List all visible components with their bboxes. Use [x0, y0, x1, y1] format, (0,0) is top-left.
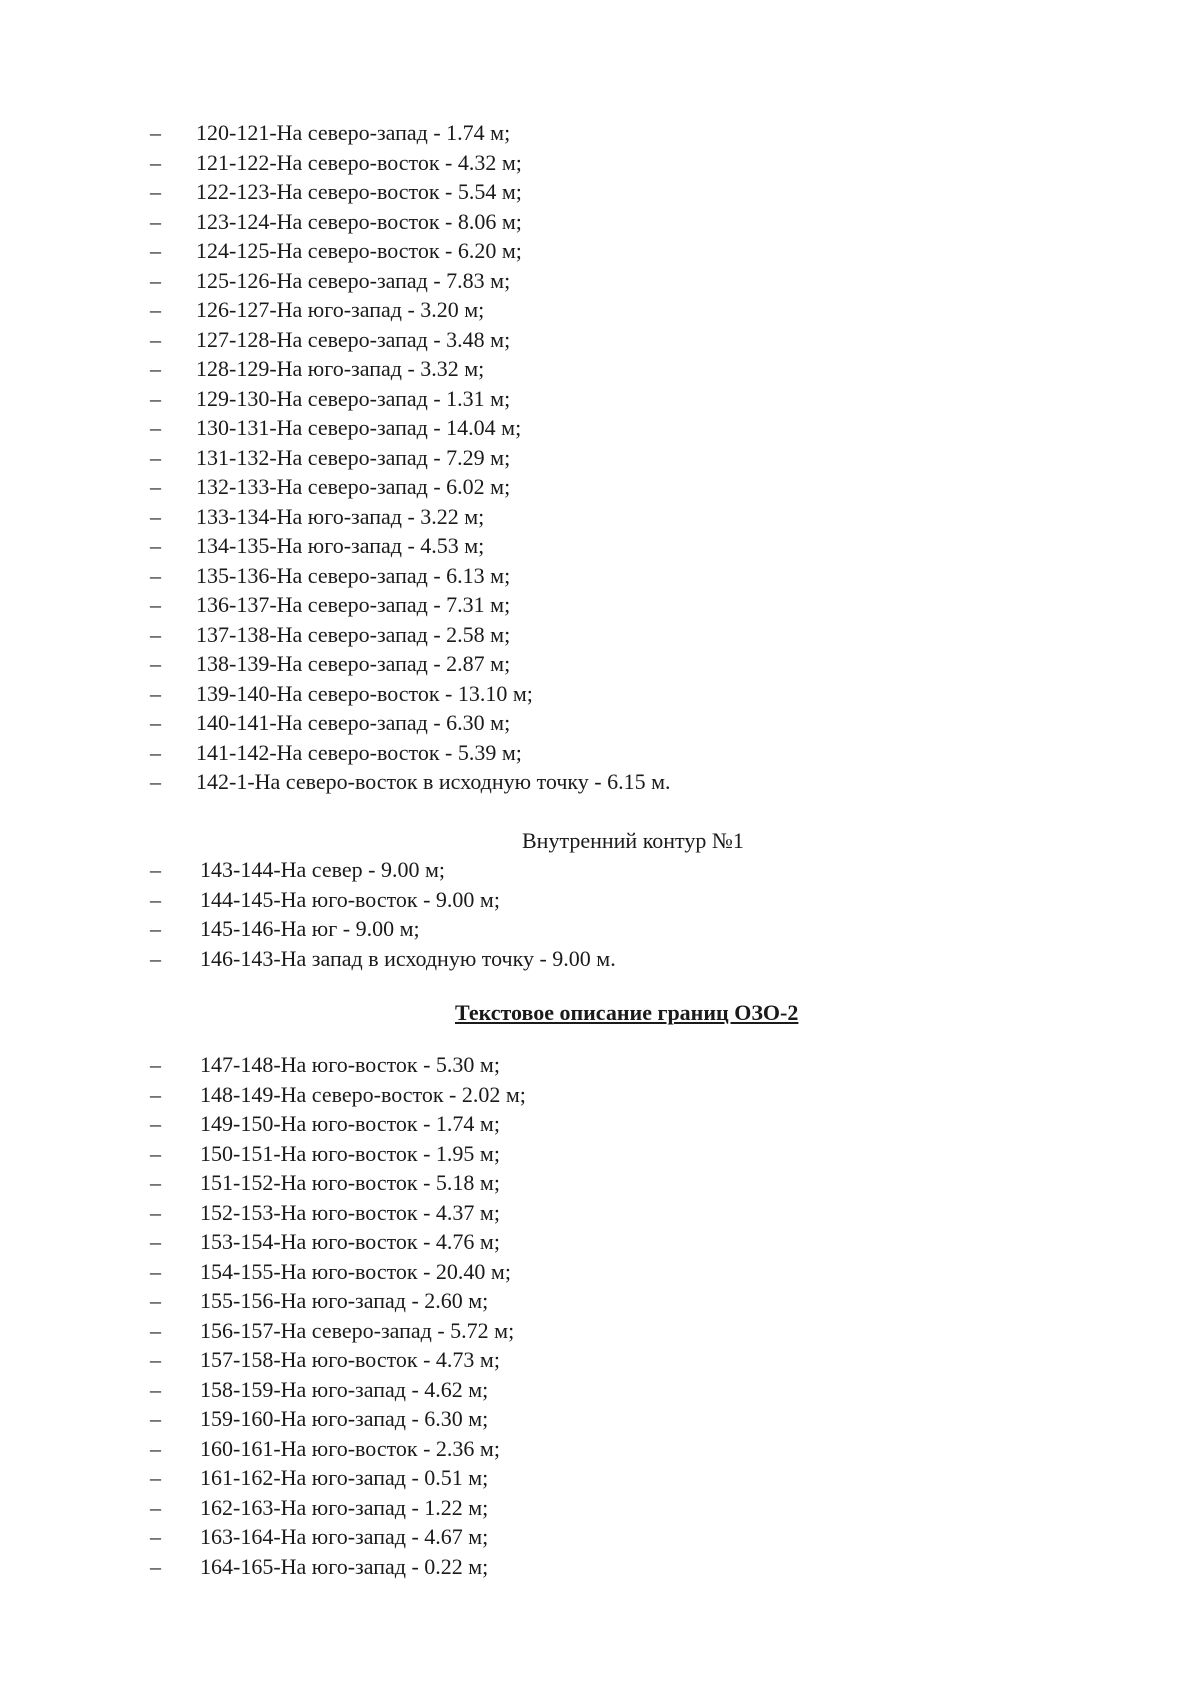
list-item: [150, 148, 671, 178]
list-item: [150, 1345, 526, 1375]
list-item: [150, 914, 616, 944]
list-item: [150, 118, 671, 148]
list-item-text: 125-126-На северо-запад - 7.83 м;: [196, 267, 511, 293]
list-item: [150, 1050, 526, 1080]
list-item-text: 127-128-На северо-запад - 3.48 м;: [196, 326, 511, 352]
list-item-text: 130-131-На северо-запад - 14.04 м;: [196, 415, 522, 440]
list-item-text: 159-160-На юго-запад - 6.30 м;: [200, 1406, 489, 1431]
list-item: [150, 1227, 526, 1257]
list-item-text: 121-122-На северо-восток - 4.32 м;: [196, 149, 522, 175]
inner-contour-list: [150, 855, 616, 973]
list-item-text: 153-154-На юго-восток - 4.76 м;: [200, 1229, 500, 1254]
ozo2-list: [150, 1050, 526, 1581]
list-item-text: 163-164-На юго-запад - 4.67 м;: [200, 1524, 489, 1549]
list-item-text: 158-159-На юго-запад - 4.62 м;: [200, 1376, 489, 1402]
bullet-dash: –: [150, 503, 161, 529]
bullet-dash: –: [150, 1406, 161, 1431]
list-item-text: 160-161-На юго-восток - 2.36 м;: [200, 1435, 500, 1461]
list-item: [150, 1109, 526, 1139]
bullet-dash: –: [150, 1553, 161, 1579]
list-item-text: 152-153-На юго-восток - 4.37 м;: [200, 1199, 500, 1225]
list-item: [150, 1552, 526, 1582]
list-item: [150, 708, 671, 738]
bullet-dash: –: [150, 857, 161, 882]
list-item: [150, 1139, 526, 1169]
bullet-dash: –: [150, 120, 161, 145]
list-item: [150, 1463, 526, 1493]
list-item-text: 123-124-На северо-восток - 8.06 м;: [196, 208, 522, 234]
bullet-dash: –: [150, 710, 161, 735]
list-item: [150, 561, 671, 591]
bullet-dash: –: [150, 533, 161, 558]
list-item: [150, 885, 616, 915]
list-item: [150, 1316, 526, 1346]
list-item-text: 120-121-На северо-запад - 1.74 м;: [196, 120, 511, 145]
list-item-text: 162-163-На юго-запад - 1.22 м;: [200, 1494, 489, 1520]
list-item-text: 146-143-На запад в исходную точку - 9.00 м.: [200, 945, 616, 971]
bullet-dash: –: [150, 385, 161, 411]
list-item-text: 126-127-На юго-запад - 3.20 м;: [196, 297, 485, 322]
list-item: [150, 1257, 526, 1287]
bullet-dash: –: [150, 474, 161, 499]
bullet-dash: –: [150, 1494, 161, 1520]
bullet-dash: –: [150, 1258, 161, 1284]
list-item: [150, 1404, 526, 1434]
list-item: [150, 236, 671, 266]
bullet-dash: –: [150, 1317, 161, 1343]
list-item: [150, 443, 671, 473]
bullet-dash: –: [150, 326, 161, 352]
list-item-text: 142-1-На северо-восток в исходную точку - 6.15 м.: [196, 769, 671, 794]
list-item: [150, 325, 671, 355]
bullet-dash: –: [150, 149, 161, 175]
list-item: [150, 1168, 526, 1198]
bullet-dash: –: [150, 945, 161, 971]
list-item-text: 131-132-На северо-запад - 7.29 м;: [196, 444, 511, 470]
bullet-dash: –: [150, 1347, 161, 1372]
ozo2-section-title: Текстовое описание границ ОЗО-2: [455, 1000, 799, 1025]
bullet-dash: –: [150, 1435, 161, 1461]
list-item-text: 149-150-На юго-восток - 1.74 м;: [200, 1111, 500, 1136]
list-item: [150, 944, 616, 974]
list-item-text: 150-151-На юго-восток - 1.95 м;: [200, 1140, 500, 1166]
bullet-dash: –: [150, 916, 161, 941]
list-item: [150, 1198, 526, 1228]
list-item-text: 132-133-На северо-запад - 6.02 м;: [196, 474, 511, 499]
list-item: [150, 472, 671, 502]
list-item: [150, 354, 671, 384]
list-item: [150, 590, 671, 620]
list-item: [150, 767, 671, 797]
bullet-dash: –: [150, 1376, 161, 1402]
list-item-text: 135-136-На северо-запад - 6.13 м;: [196, 562, 511, 588]
list-item-text: 164-165-На юго-запад - 0.22 м;: [200, 1553, 489, 1579]
bullet-dash: –: [150, 651, 161, 676]
bullet-dash: –: [150, 238, 161, 263]
bullet-dash: –: [150, 1081, 161, 1107]
bullet-dash: –: [150, 1199, 161, 1225]
list-item-text: 124-125-На северо-восток - 6.20 м;: [196, 238, 522, 263]
list-item: [150, 295, 671, 325]
bullet-dash: –: [150, 1170, 161, 1195]
list-item-text: 143-144-На север - 9.00 м;: [200, 857, 445, 882]
list-item-text: 128-129-На юго-запад - 3.32 м;: [196, 356, 485, 381]
list-item-text: 136-137-На северо-запад - 7.31 м;: [196, 592, 511, 617]
list-item: [150, 531, 671, 561]
list-item: [150, 207, 671, 237]
inner-contour-title: Внутренний контур №1: [522, 828, 744, 853]
list-item-text: 151-152-На юго-восток - 5.18 м;: [200, 1170, 500, 1195]
list-item: [150, 649, 671, 679]
list-item-text: 144-145-На юго-восток - 9.00 м;: [200, 886, 500, 912]
list-item: [150, 620, 671, 650]
bullet-dash: –: [150, 769, 161, 794]
bullet-dash: –: [150, 1465, 161, 1490]
list-item-text: 157-158-На юго-восток - 4.73 м;: [200, 1347, 500, 1372]
list-item: [150, 1493, 526, 1523]
bullet-dash: –: [150, 621, 161, 647]
list-item: [150, 266, 671, 296]
list-item-text: 133-134-На юго-запад - 3.22 м;: [196, 503, 485, 529]
bullet-dash: –: [150, 1524, 161, 1549]
list-item-text: 134-135-На юго-запад - 4.53 м;: [196, 533, 485, 558]
list-item: [150, 738, 671, 768]
bullet-dash: –: [150, 1229, 161, 1254]
outer-contour-list: [150, 118, 671, 797]
list-item-text: 147-148-На юго-восток - 5.30 м;: [200, 1052, 500, 1077]
bullet-dash: –: [150, 1140, 161, 1166]
list-item: [150, 1522, 526, 1552]
bullet-dash: –: [150, 444, 161, 470]
list-item: [150, 1286, 526, 1316]
bullet-dash: –: [150, 886, 161, 912]
list-item: [150, 1434, 526, 1464]
bullet-dash: –: [150, 1052, 161, 1077]
bullet-dash: –: [150, 739, 161, 765]
bullet-dash: –: [150, 562, 161, 588]
list-item-text: 148-149-На северо-восток - 2.02 м;: [200, 1081, 526, 1107]
list-item-text: 138-139-На северо-запад - 2.87 м;: [196, 651, 511, 676]
list-item-text: 140-141-На северо-запад - 6.30 м;: [196, 710, 511, 735]
list-item-text: 156-157-На северо-запад - 5.72 м;: [200, 1317, 515, 1343]
list-item: [150, 502, 671, 532]
list-item-text: 155-156-На юго-запад - 2.60 м;: [200, 1288, 489, 1313]
list-item-text: 161-162-На юго-запад - 0.51 м;: [200, 1465, 489, 1490]
list-item-text: 129-130-На северо-запад - 1.31 м;: [196, 385, 511, 411]
list-item: [150, 1080, 526, 1110]
list-item: [150, 384, 671, 414]
list-item: [150, 413, 671, 443]
list-item: [150, 1375, 526, 1405]
list-item: [150, 177, 671, 207]
bullet-dash: –: [150, 267, 161, 293]
list-item-text: 145-146-На юг - 9.00 м;: [200, 916, 420, 941]
list-item-text: 137-138-На северо-запад - 2.58 м;: [196, 621, 511, 647]
list-item-text: 154-155-На юго-восток - 20.40 м;: [200, 1258, 511, 1284]
list-item: [150, 679, 671, 709]
list-item-text: 122-123-На северо-восток - 5.54 м;: [196, 179, 522, 204]
list-item: [150, 855, 616, 885]
bullet-dash: –: [150, 680, 161, 706]
bullet-dash: –: [150, 356, 161, 381]
bullet-dash: –: [150, 415, 161, 440]
bullet-dash: –: [150, 297, 161, 322]
bullet-dash: –: [150, 1111, 161, 1136]
bullet-dash: –: [150, 208, 161, 234]
bullet-dash: –: [150, 179, 161, 204]
list-item-text: 139-140-На северо-восток - 13.10 м;: [196, 680, 533, 706]
bullet-dash: –: [150, 1288, 161, 1313]
list-item-text: 141-142-На северо-восток - 5.39 м;: [196, 739, 522, 765]
bullet-dash: –: [150, 592, 161, 617]
